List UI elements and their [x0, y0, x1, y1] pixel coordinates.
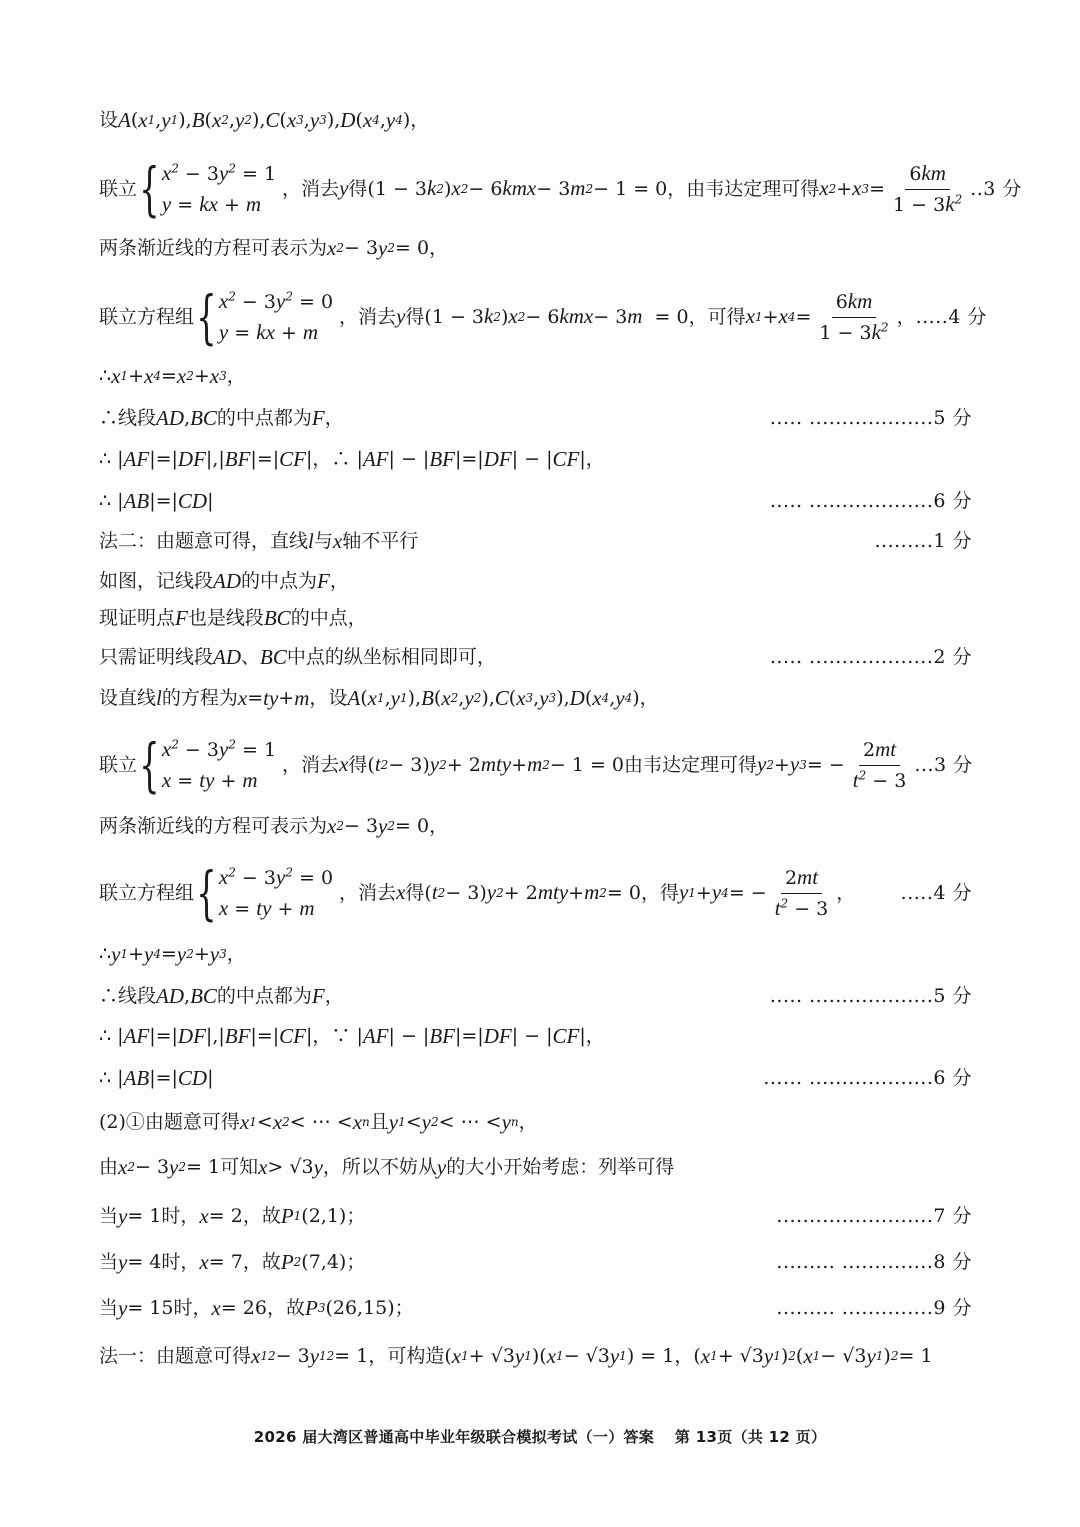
- score-mark: ...... ...................6 分: [763, 1067, 972, 1090]
- solution-line: [99, 606, 972, 631]
- line-text: 当 y = 4 时， x = 7 ，故 P 2 (7,4) ；: [99, 1250, 366, 1274]
- line-text: ∴ | AF |=| DF |,| BF |=| CF | ，∴ | AF | − | BF |=| DF | − | CF | ，: [99, 447, 605, 471]
- fraction: $\frac{2mt}{t^2 - 3}$: [852, 737, 907, 792]
- solution-line: [99, 406, 972, 431]
- equation-system: { $x^2 - 3y^2 = 0$ y = kx + m: [196, 283, 334, 351]
- line-text: 联立方程组 { $x^2 - 3y^2 = 0$ y = kx + m ，消去 y 得 (1 − 3 k 2 ) x 2 − 6 kmx − 3 m = 0 ，可得 x 1 + x 4 = $\frac{6km}{1 - 3k^2}$ ，: [99, 283, 916, 351]
- line-text: 两条渐近线的方程可表示为 x 2 − 3 y 2 = 0 ，: [99, 814, 449, 838]
- equation-system: { $x^2 - 3y^2 = 1$ x = ty + m: [139, 731, 277, 799]
- solution-line: [99, 645, 972, 670]
- solution-line: [99, 236, 972, 261]
- solution-line: [99, 1204, 972, 1229]
- solution-line: [99, 859, 972, 927]
- solution-line: [99, 364, 972, 389]
- solution-line: [99, 1155, 972, 1180]
- fraction: $\frac{6km}{1 - 3k^2}$: [893, 161, 963, 216]
- solution-line: [99, 1296, 972, 1321]
- score-mark: ...3 分: [914, 753, 973, 776]
- score-mark: ......... ..............8 分: [776, 1251, 972, 1274]
- line-text: 由 x 2 − 3 y 2 = 1 可知 x > √3 y ，所以不妨从 y 的大小开始考虑：列举可得: [99, 1155, 675, 1179]
- line-text: ∴ x 1 + x 4 = x 2 + x 3 ，: [99, 364, 246, 388]
- line-text: ∴ | AB |=| CD |: [99, 489, 214, 513]
- score-mark: .....4 分: [915, 305, 987, 328]
- solution-line: [99, 283, 987, 351]
- score-mark: ..... ...................5 分: [769, 407, 972, 430]
- line-text: 当 y = 15 时， x = 26 ，故 P 3 (26,15) ；: [99, 1296, 414, 1320]
- score-mark: ..... ...................6 分: [769, 490, 972, 513]
- score-mark: ......... ..............9 分: [776, 1297, 972, 1320]
- page-footer: 2026 届大湾区普通高中毕业年级联合模拟考试（一）答案 第 13页（共 12 页）: [253, 1428, 827, 1446]
- score-mark: ..... ...................2 分: [769, 646, 972, 669]
- line-text: 设 A ( x 1 , y 1 ), B ( x 2 , y 2 ), C ( x 3 , y 3 ), D ( x 4 , y 4 ) ，: [99, 108, 430, 132]
- fraction: $\frac{6km}{1 - 3k^2}$: [819, 289, 889, 344]
- score-mark: .........1 分: [874, 530, 972, 553]
- line-text: 两条渐近线的方程可表示为 x 2 − 3 y 2 = 0 ，: [99, 236, 449, 260]
- line-text: 只需证明线段 AD 、 BC 中点的纵坐标相同即可，: [99, 645, 496, 669]
- solution-line: [99, 1024, 972, 1049]
- line-text: ∴ | AB |=| CD |: [99, 1066, 214, 1090]
- fraction: $\frac{2mt}{t^2 - 3}$: [774, 865, 829, 920]
- line-text: 法二：由题意可得，直线 l 与 x 轴不平行: [99, 529, 419, 553]
- line-text: 联立 { $x^2 - 3y^2 = 1$ x = ty + m ，消去 x 得 ( t 2 − 3) y 2 + 2 mty + m 2 − 1 = 0 由韦达定理可得 y 2 + y 3 = − $\frac{2mt}{t^2 - 3}$: [99, 736, 914, 794]
- solution-line: [99, 1110, 972, 1135]
- solution-line: [99, 686, 972, 711]
- score-mark: ........................7 分: [776, 1205, 972, 1228]
- solution-line: [99, 447, 972, 472]
- solution-line: [99, 569, 972, 594]
- line-text: (2)①由题意可得 x 1 < x 2 < ⋯ < x n 且 y 1 < y 2 < ⋯ < y n ，: [99, 1110, 538, 1134]
- equation-system: { $x^2 - 3y^2 = 1$ y = kx + m: [139, 155, 277, 223]
- line-text: ∴线段 AD , BC 的中点都为 F ，: [99, 406, 344, 430]
- solution-line: [99, 489, 972, 514]
- line-text: 联立方程组 { $x^2 - 3y^2 = 0$ x = ty + m ，消去 x 得 ( t 2 − 3) y 2 + 2 mty + m 2 = 0 ，得 y 1 + y 4 = − $\frac{2mt}{t^2 - 3}$ ，: [99, 859, 856, 927]
- solution-line: [99, 1344, 972, 1369]
- solution-line: [99, 942, 972, 967]
- solution-line: [99, 731, 973, 799]
- solution-line: [99, 529, 972, 554]
- score-mark: ..3 分: [970, 177, 1022, 200]
- solution-line: [99, 155, 1022, 223]
- solution-line: [99, 814, 972, 839]
- line-text: 设直线 l 的方程为 x = ty + m ，设 A ( x 1 , y 1 ), B ( x 2 , y 2 ), C ( x 3 , y 3 ), D ( x 4 , y 4 ) ，: [99, 686, 659, 710]
- line-text: ∴ y 1 + y 4 = y 2 + y 3 ，: [99, 942, 246, 966]
- line-text: ∴ | AF |=| DF |,| BF |=| CF | ，∵ | AF | − | BF |=| DF | − | CF | ，: [99, 1024, 605, 1048]
- solution-line: [99, 108, 972, 133]
- score-mark: .....4 分: [900, 881, 972, 904]
- line-text: 法一：由题意可得 x 1 2 − 3 y 1 2 = 1 ，可构造 ( x 1 + √3 y 1 )( x 1 − √3 y 1 ) = 1 ， ( x 1 + √3 y 1 ) 2 ( x 1 − √3 y 1 ) 2 = 1: [99, 1344, 933, 1368]
- line-text: 如图，记线段 AD 的中点为 F ，: [99, 569, 349, 593]
- line-text: ∴线段 AD , BC 的中点都为 F ，: [99, 984, 344, 1008]
- solution-line: [99, 1250, 972, 1275]
- equation-system: { $x^2 - 3y^2 = 0$ x = ty + m: [196, 859, 334, 927]
- line-text: 联立 { $x^2 - 3y^2 = 1$ y = kx + m ，消去 y 得 (1 − 3 k 2 ) x 2 − 6 kmx − 3 m 2 − 1 = 0 ，由韦达定理可得 x 2 + x 3 = $\frac{6km}{1 - 3k^2}$: [99, 160, 970, 218]
- line-text: 现证明点 F 也是线段 BC 的中点，: [99, 606, 367, 630]
- solution-line: [99, 1066, 972, 1091]
- line-text: 当 y = 1 时， x = 2 ，故 P 1 (2,1) ；: [99, 1204, 366, 1228]
- score-mark: ..... ...................5 分: [769, 985, 972, 1008]
- solution-line: [99, 984, 972, 1009]
